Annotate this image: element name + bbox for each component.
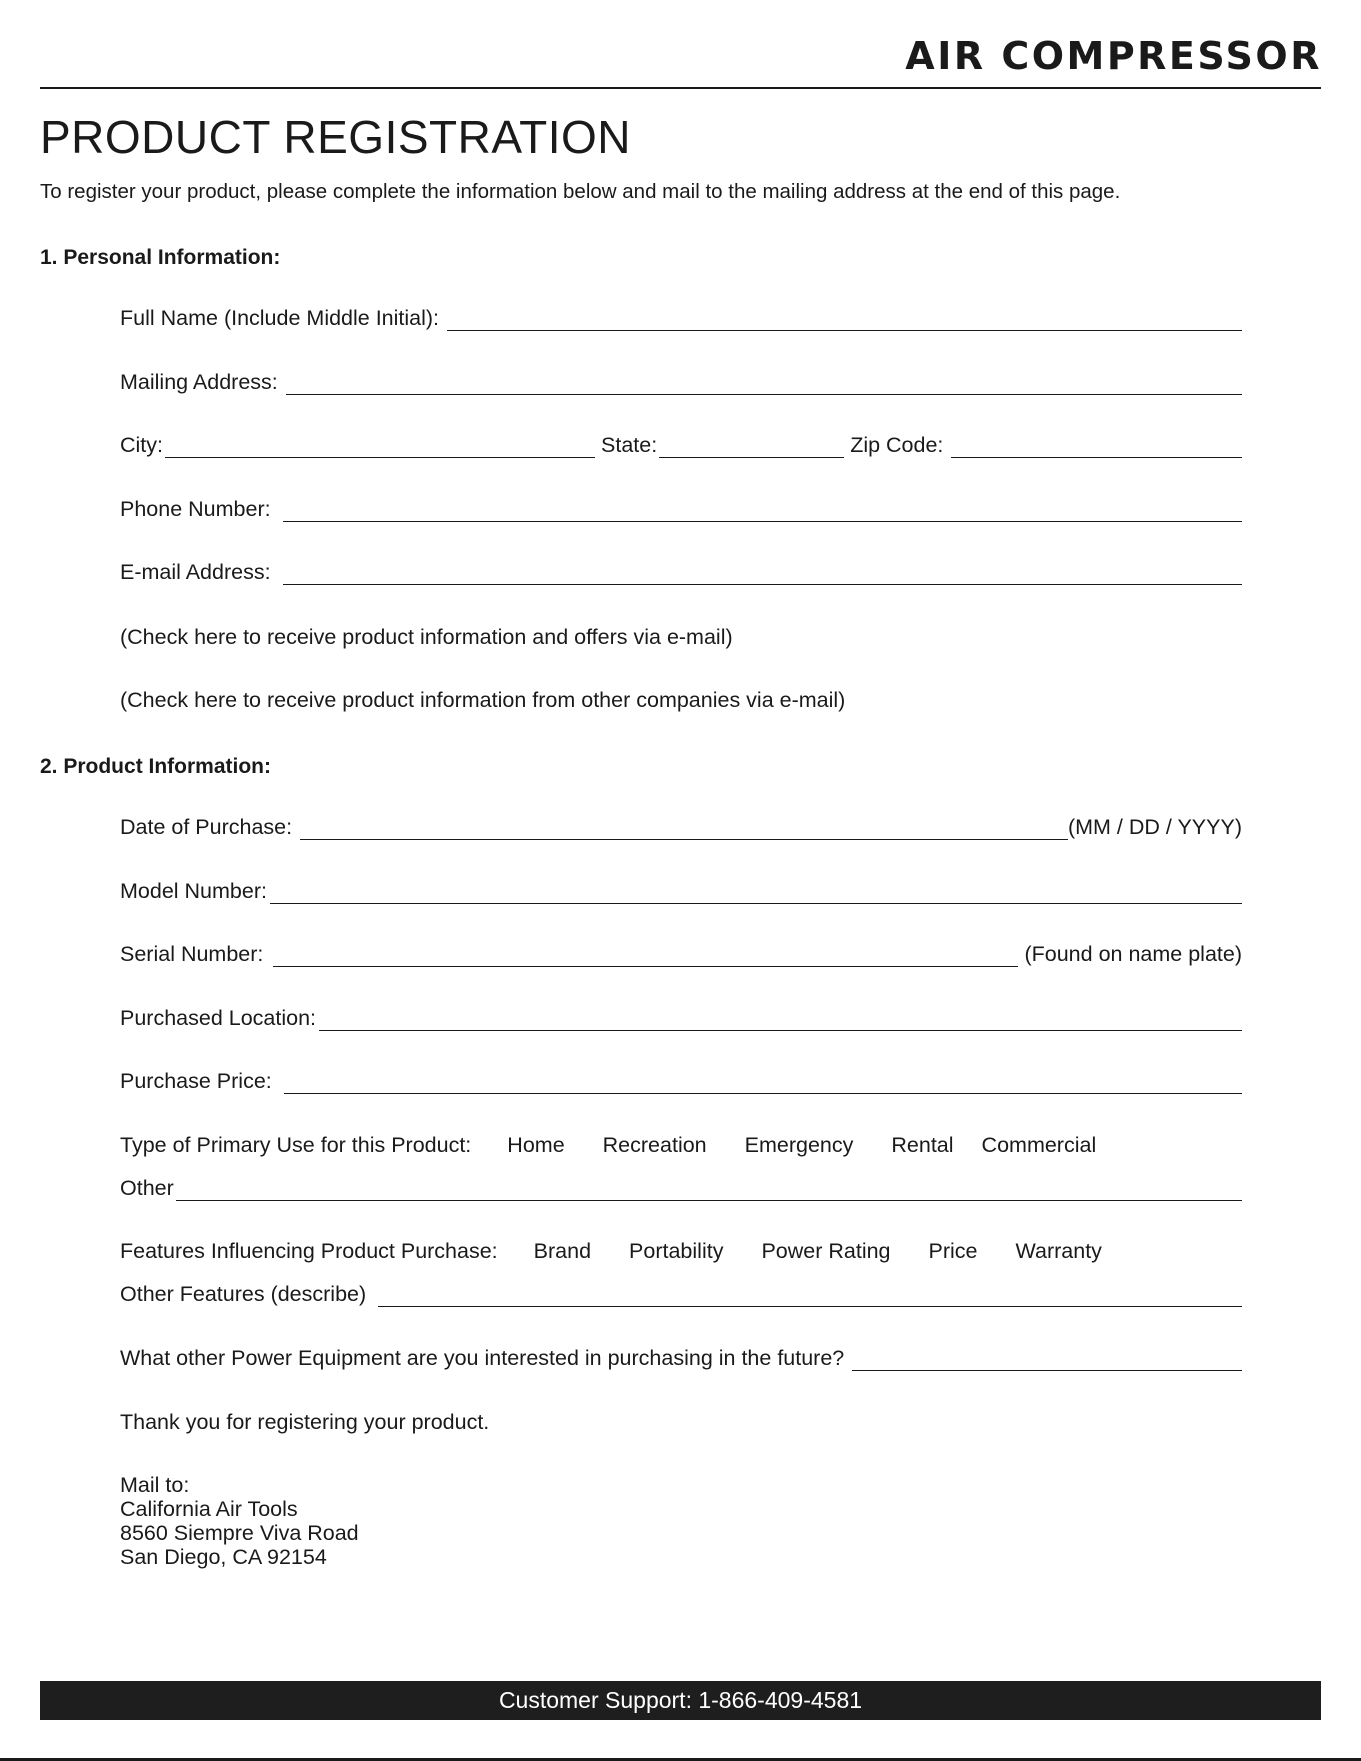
date-field[interactable] (300, 817, 1068, 840)
model-label: Model Number: (120, 879, 267, 903)
purchased-location-row (120, 1006, 1242, 1031)
serial-hint: (Found on name plate) (1024, 942, 1242, 966)
full-name-row (120, 306, 1242, 331)
features-other-row (120, 1282, 1242, 1307)
features-row (120, 1239, 1242, 1264)
future-field[interactable] (852, 1348, 1242, 1371)
city-label: City: (120, 433, 163, 457)
brand-heading: AIR COMPRESSOR (905, 34, 1322, 78)
state-label: State: (601, 433, 658, 457)
feature-option-price[interactable]: Price (928, 1239, 978, 1263)
phone-label: Phone Number: (120, 497, 271, 521)
use-label: Type of Primary Use for this Product: (120, 1133, 472, 1157)
zip-label: Zip Code: (850, 433, 944, 457)
feature-option-brand[interactable]: Brand (533, 1239, 592, 1263)
full-name-label: Full Name (Include Middle Initial): (120, 306, 440, 330)
header-divider (40, 87, 1321, 89)
page-title: PRODUCT REGISTRATION (40, 111, 631, 163)
check-other-companies-option[interactable]: (Check here to receive product information from other companies via e-mail) (120, 688, 846, 712)
phone-row (120, 497, 1242, 522)
mailing-address-block (120, 1473, 359, 1569)
state-field[interactable] (659, 435, 844, 458)
email-row (120, 560, 1242, 585)
primary-use-row (120, 1133, 1242, 1158)
future-equipment-row (120, 1346, 1242, 1371)
mail-city-state-zip: San Diego, CA 92154 (120, 1545, 327, 1569)
full-name-field[interactable] (447, 308, 1242, 331)
section-personal-heading: 1. Personal Information: (40, 246, 281, 269)
price-label: Purchase Price: (120, 1069, 272, 1093)
check-offers-option[interactable]: (Check here to receive product information and offers via e-mail) (120, 625, 733, 649)
intro-text: To register your product, please complete the information below and mail to the mailing address at the end of this page. (40, 180, 1121, 203)
date-format-hint: (MM / DD / YYYY) (1067, 815, 1242, 839)
phone-field[interactable] (283, 499, 1242, 522)
email-label: E-mail Address: (120, 560, 271, 584)
customer-support-bar (40, 1681, 1321, 1720)
features-other-label: Other Features (describe) (120, 1282, 367, 1306)
location-label: Purchased Location: (120, 1006, 317, 1030)
date-label: Date of Purchase: (120, 815, 293, 839)
future-label: What other Power Equipment are you interested in purchasing in the future? (120, 1346, 845, 1370)
use-option-recreation[interactable]: Recreation (602, 1133, 707, 1157)
purchase-price-row (120, 1069, 1242, 1094)
serial-label: Serial Number: (120, 942, 264, 966)
features-other-field[interactable] (378, 1284, 1242, 1307)
email-field[interactable] (283, 562, 1242, 585)
zip-field[interactable] (951, 435, 1242, 458)
model-number-row (120, 879, 1242, 904)
mailing-address-field[interactable] (286, 372, 1242, 395)
serial-field[interactable] (273, 944, 1018, 967)
section-product-heading: 2. Product Information: (40, 755, 271, 778)
price-field[interactable] (284, 1071, 1242, 1094)
customer-support-text: Customer Support: 1-866-409-4581 (498, 1687, 863, 1713)
serial-number-row (120, 942, 1242, 967)
use-option-commercial[interactable]: Commercial (981, 1133, 1097, 1157)
mail-company: California Air Tools (120, 1497, 298, 1521)
date-of-purchase-row (120, 815, 1242, 840)
city-field[interactable] (165, 435, 595, 458)
mail-to-label: Mail to: (120, 1473, 190, 1497)
feature-option-portability[interactable]: Portability (629, 1239, 724, 1263)
use-option-home[interactable]: Home (507, 1133, 565, 1157)
mailing-address-label: Mailing Address: (120, 370, 278, 394)
city-state-zip-row (120, 433, 1242, 458)
use-other-label: Other (120, 1176, 174, 1200)
mail-street: 8560 Siempre Viva Road (120, 1521, 359, 1545)
mailing-address-row (120, 370, 1242, 395)
thank-you-text: Thank you for registering your product. (120, 1410, 490, 1434)
model-field[interactable] (270, 881, 1242, 904)
use-other-row (120, 1176, 1242, 1201)
use-option-rental[interactable]: Rental (891, 1133, 954, 1157)
features-label: Features Influencing Product Purchase: (120, 1239, 498, 1263)
feature-option-power-rating[interactable]: Power Rating (761, 1239, 891, 1263)
use-other-field[interactable] (176, 1178, 1242, 1201)
use-option-emergency[interactable]: Emergency (744, 1133, 854, 1157)
feature-option-warranty[interactable]: Warranty (1015, 1239, 1102, 1263)
location-field[interactable] (319, 1008, 1242, 1031)
